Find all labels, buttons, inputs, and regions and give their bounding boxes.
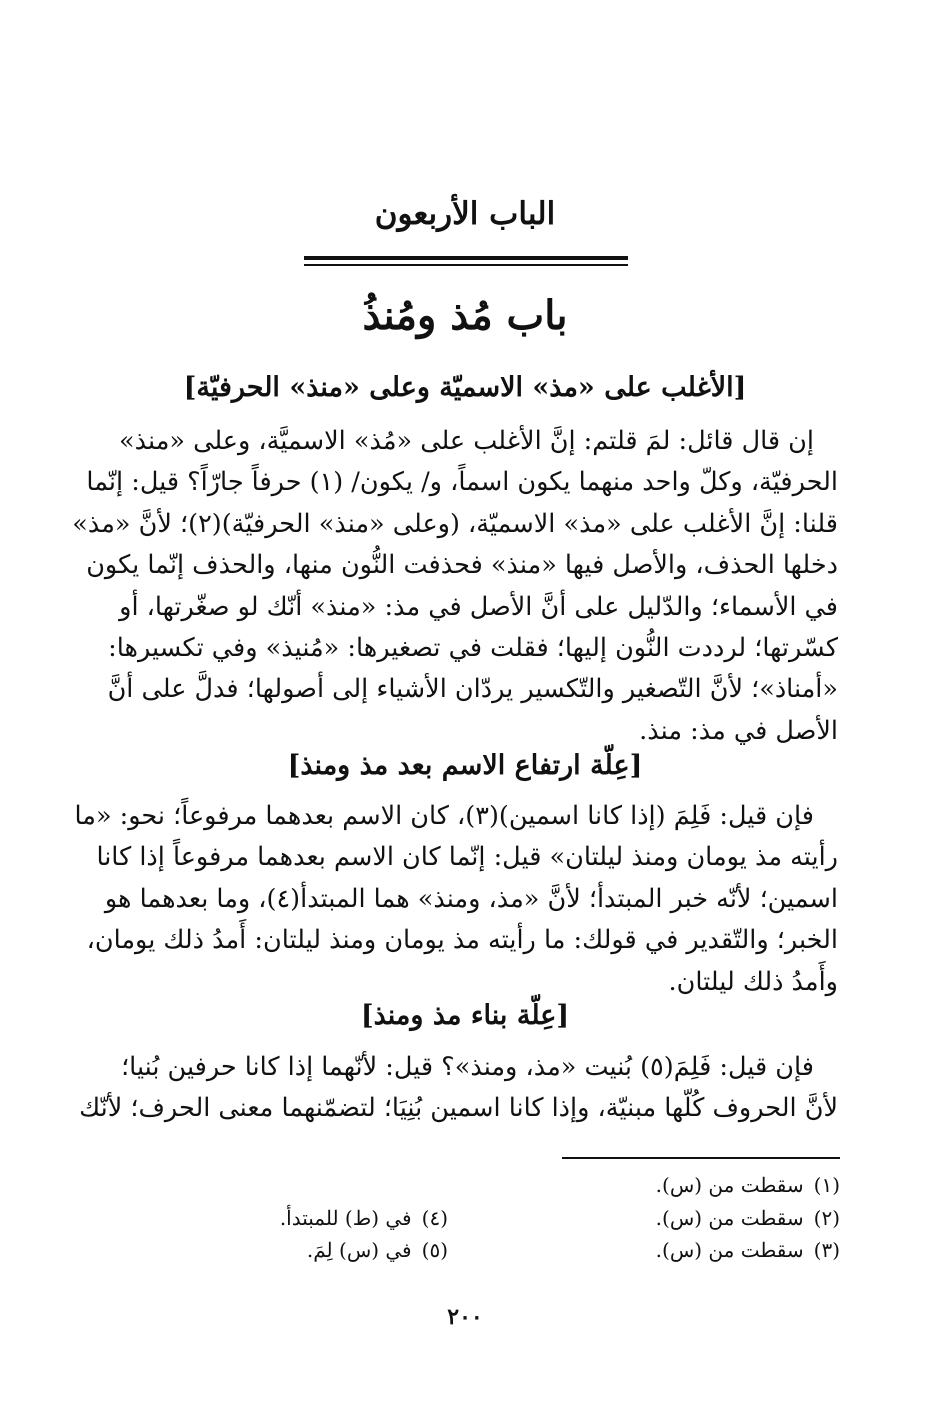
footnote-text: في (ط) للمبتدأ. [279, 1206, 412, 1230]
footnote-text: سقطت من (س). [655, 1238, 804, 1262]
text-line: «أمناذ»؛ لأنَّ التّصغير والتّكسير يردّان الأشياء إلى أصولها؛ فدلَّ على أنَّ [107, 674, 838, 705]
section-heading-1: [الأغلب على «مذ» الاسميّة وعلى «منذ» الحرفيّة] [183, 372, 747, 403]
footnote-3 [656, 1235, 840, 1265]
section-heading-2: [عِلّة ارتفاع الاسم بعد مذ ومنذ] [287, 750, 643, 781]
text-line: دخلها الحذف، والأصل فيها «منذ» فحذفت النُّون منها، والحذف إنّما يكون [86, 550, 838, 581]
text-line: رأيته مذ يومان ومنذ ليلتان» قيل: إنّما كان الاسم بعدهما مرفوعاً إذا كانا [96, 842, 838, 873]
footnote-number: (٢) [813, 1206, 840, 1230]
footnote-2 [656, 1203, 840, 1233]
footnote-1 [656, 1170, 840, 1200]
section-1-paragraph [72, 421, 838, 752]
bab-title: باب مُذ ومُنذُ [362, 292, 568, 339]
footnote-number: (٣) [813, 1238, 840, 1262]
footnote-number: (٤) [421, 1206, 448, 1230]
text-line: في الأسماء؛ والدّليل على أنَّ الأصل في مذ: «منذ» أنّك لو صغّرتها، أو [119, 591, 838, 622]
footnote-number: (٥) [421, 1238, 448, 1262]
text-line: الأصل في مذ: منذ. [639, 715, 838, 746]
footnote-text: سقطت من (س). [655, 1173, 804, 1197]
text-line: لأنَّ الحروف كُلّها مبنيّة، وإذا كانا اسمين بُنِيَا؛ لتضمّنهما معنى الحرف؛ لأنّك [79, 1093, 838, 1124]
chapter-title: الباب الأربعون [374, 196, 556, 232]
footnote-rule [562, 1157, 840, 1159]
text-line: وأَمدُ ذلك ليلتان. [668, 966, 838, 997]
title-rule-thick [304, 256, 628, 260]
text-line: الخبر؛ والتّقدير في قولك: ما رأيته مذ يومان ومنذ ليلتان: أَمدُ ذلك يومان، [86, 925, 838, 956]
page-number: ٢٠٠ [447, 1304, 483, 1330]
title-rule-thin [304, 264, 628, 266]
text-line: فإن قيل: فَلِمَ (إذا كانا اسمين)(٣)، كان الاسم بعدهما مرفوعاً؛ نحو: «ما [74, 801, 814, 831]
footnote-text: سقطت من (س). [655, 1206, 804, 1230]
section-2-paragraph [74, 796, 838, 1003]
text-line: فإن قيل: فَلِمَ(٥) بُنيت «مذ، ومنذ»؟ قيل: لأنّهما إذا كانا حرفين بُنيا؛ [121, 1052, 814, 1082]
text-line: إن قال قائل: لمَ قلتم: إنَّ الأغلب على «مُذ» الاسميَّة، وعلى «منذ» [119, 426, 814, 456]
text-line: اسمين؛ لأنّه خبر المبتدأ؛ لأنَّ «مذ، ومنذ» هما المبتدأ(٤)، وما بعدهما هو [104, 883, 838, 914]
footnote-text: في (س) لِمَ. [306, 1238, 412, 1262]
section-heading-3: [عِلّة بناء مذ ومنذ] [360, 1000, 570, 1031]
text-line: قلنا: إنَّ الأغلب على «مذ» الاسميّة، (وعلى «منذ» الحرفيّة)(٢)؛ لأنَّ «مذ» [72, 508, 838, 539]
footnote-number: (١) [813, 1173, 840, 1197]
text-line: الحرفيّة، وكلّ واحد منهما يكون اسماً، و/ يكون/ (١) حرفاً جارّاً؟ قيل: إنّما [86, 467, 838, 498]
footnote-5 [307, 1235, 448, 1265]
section-3-paragraph [79, 1047, 838, 1130]
text-line: كسّرتها؛ لرددت النُّون إليها؛ فقلت في تصغيرها: «مُنيذ» وفي تكسيرها: [108, 633, 838, 664]
footnote-4 [280, 1203, 448, 1233]
